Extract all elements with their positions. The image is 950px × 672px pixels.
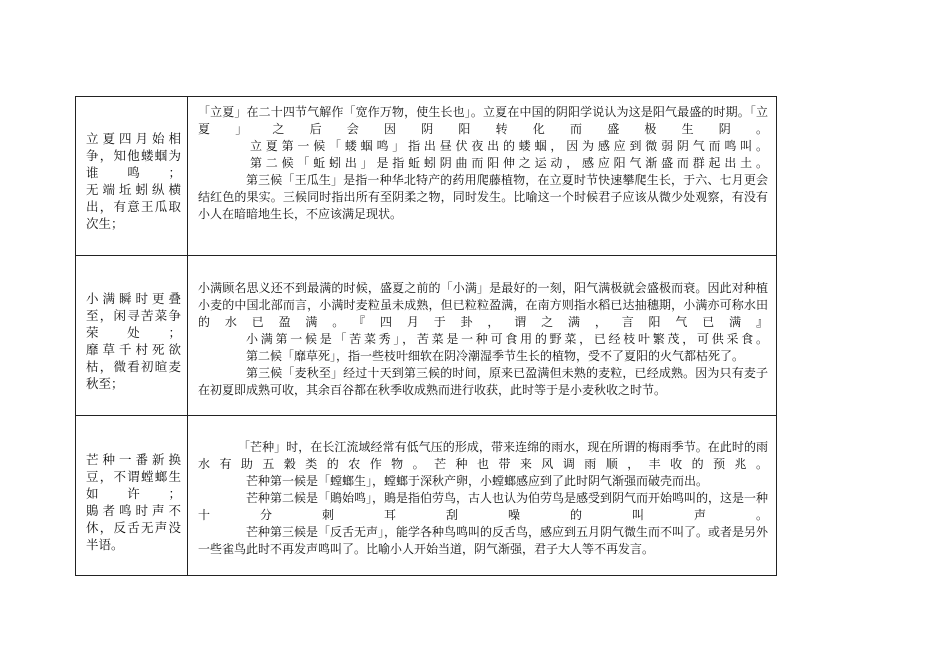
poem-cell-lixia (76, 97, 188, 256)
desc-paragraph: 芒种第一候是「螳螂生」，螳螂于深秋产卵，小螳螂感应到了此时阴气渐强而破壳而出。 (246, 474, 709, 488)
desc-paragraph: 第三候「王瓜生」是指一种华北特产的药用爬藤植物，在立夏时节快速攀爬生长，于六、七月更会结红色的果实。三候同时指出所有至阴柔之物，同时发生。比喻这一个时候君子应该从微少处观察，有没有小人在暗暗地生长，不应该满足现状。 (198, 173, 768, 221)
poem-line: 鵙者鸣时声不休，反舌无声没半语。 (86, 503, 181, 552)
desc-paragraph: 第三候「麦秋至」经过十天到第三候的时间，原来已盈满但未熟的麦粒，已经成熟。因为只有麦子在初夏即成熟可收，其余百谷都在秋季收成熟而进行收获，此时等于是小麦秋收之时节。 (198, 366, 768, 397)
desc-paragraph: 「立夏」在二十四节气解作「宽作万物，使生长也」。立夏在中国的阴阳学说认为这是阳气最盛的时期。「立夏」之后会因阴阳转化而盛极生阴。 (198, 105, 768, 136)
desc-paragraph: 「芒种」时，在长江流域经常有低气压的形成，带来连绵的雨水，现在所谓的梅雨季节。在此时的雨水有助五穀类的农作物。芒种也带来风调雨顺，丰收的预兆。 (198, 440, 768, 471)
poem-line: 无端坵蚓纵横出，有意王瓜取次生； (86, 182, 181, 231)
desc-cell-xiaoman (188, 256, 777, 416)
poem-line: 小满瞬时更叠至，闲寻苦菜争荣处； (86, 291, 181, 340)
poem-cell-xiaoman (76, 256, 188, 416)
table-row-xiaoman (76, 256, 777, 416)
poem-line: 芒种一番新换豆，不谓螳螂生如许； (86, 452, 181, 501)
desc-paragraph: 芒种第三候是「反舌无声」，能学各种鸟鸣叫的反舌鸟，感应到五月阴气微生而不叫了。或者是另外一些雀鸟此时不再发声鸣叫了。比喻小人开始当道，阴气渐强，君子大人等不再发言。 (198, 525, 769, 556)
poem-line: 立夏四月始相争，知他蝼蝈为谁鸣； (86, 131, 181, 180)
desc-paragraph: 芒种第二候是「鵙始鸣」，鵙是指伯劳鸟，古人也认为伯劳鸟是感受到阴气而开始鸣叫的，这是一种十分刺耳刮噪的叫声。 (198, 491, 769, 522)
poem-line: 靡草千村死欲枯，微看初暄麦秋至； (86, 342, 181, 391)
desc-paragraph: 立夏第一候「蝼蝈鸣」指出昼伏夜出的蝼蝈，因为感应到微弱阴气而鸣叫。 (250, 139, 768, 153)
desc-paragraph: 小满顾名思义还不到最满的时候，盛夏之前的「小满」是最好的一刻，阳气满极就会盛极而衰。因此对种植小麦的中国北部而言，小满时麦粒虽未成熟，但已粒粒盈满，在南方则指水稻已达抽穗期，小满亦可称水田的水已盈满。『四月于卦，谓之满，言阳气已满』 (198, 281, 768, 329)
desc-paragraph: 第二候「蚯蚓出」是指蚯蚓阴曲而阳伸之运动，感应阳气渐盛而群起出土。 (250, 156, 768, 170)
table-row-mangzhong (76, 416, 777, 576)
table-row-lixia (76, 97, 777, 256)
desc-paragraph: 第二候「靡草死」，指一些枝叶细软在阴冷潮湿季节生长的植物，受不了夏阳的火气都枯死了。 (246, 349, 745, 363)
desc-paragraph: 小满第一候是「苦菜秀」，苦菜是一种可食用的野菜，已经枝叶繁茂，可供采食。 (246, 332, 768, 346)
desc-cell-mangzhong (188, 416, 777, 576)
desc-cell-lixia (188, 97, 777, 256)
poem-cell-mangzhong (76, 416, 188, 576)
solar-terms-table (75, 96, 777, 576)
